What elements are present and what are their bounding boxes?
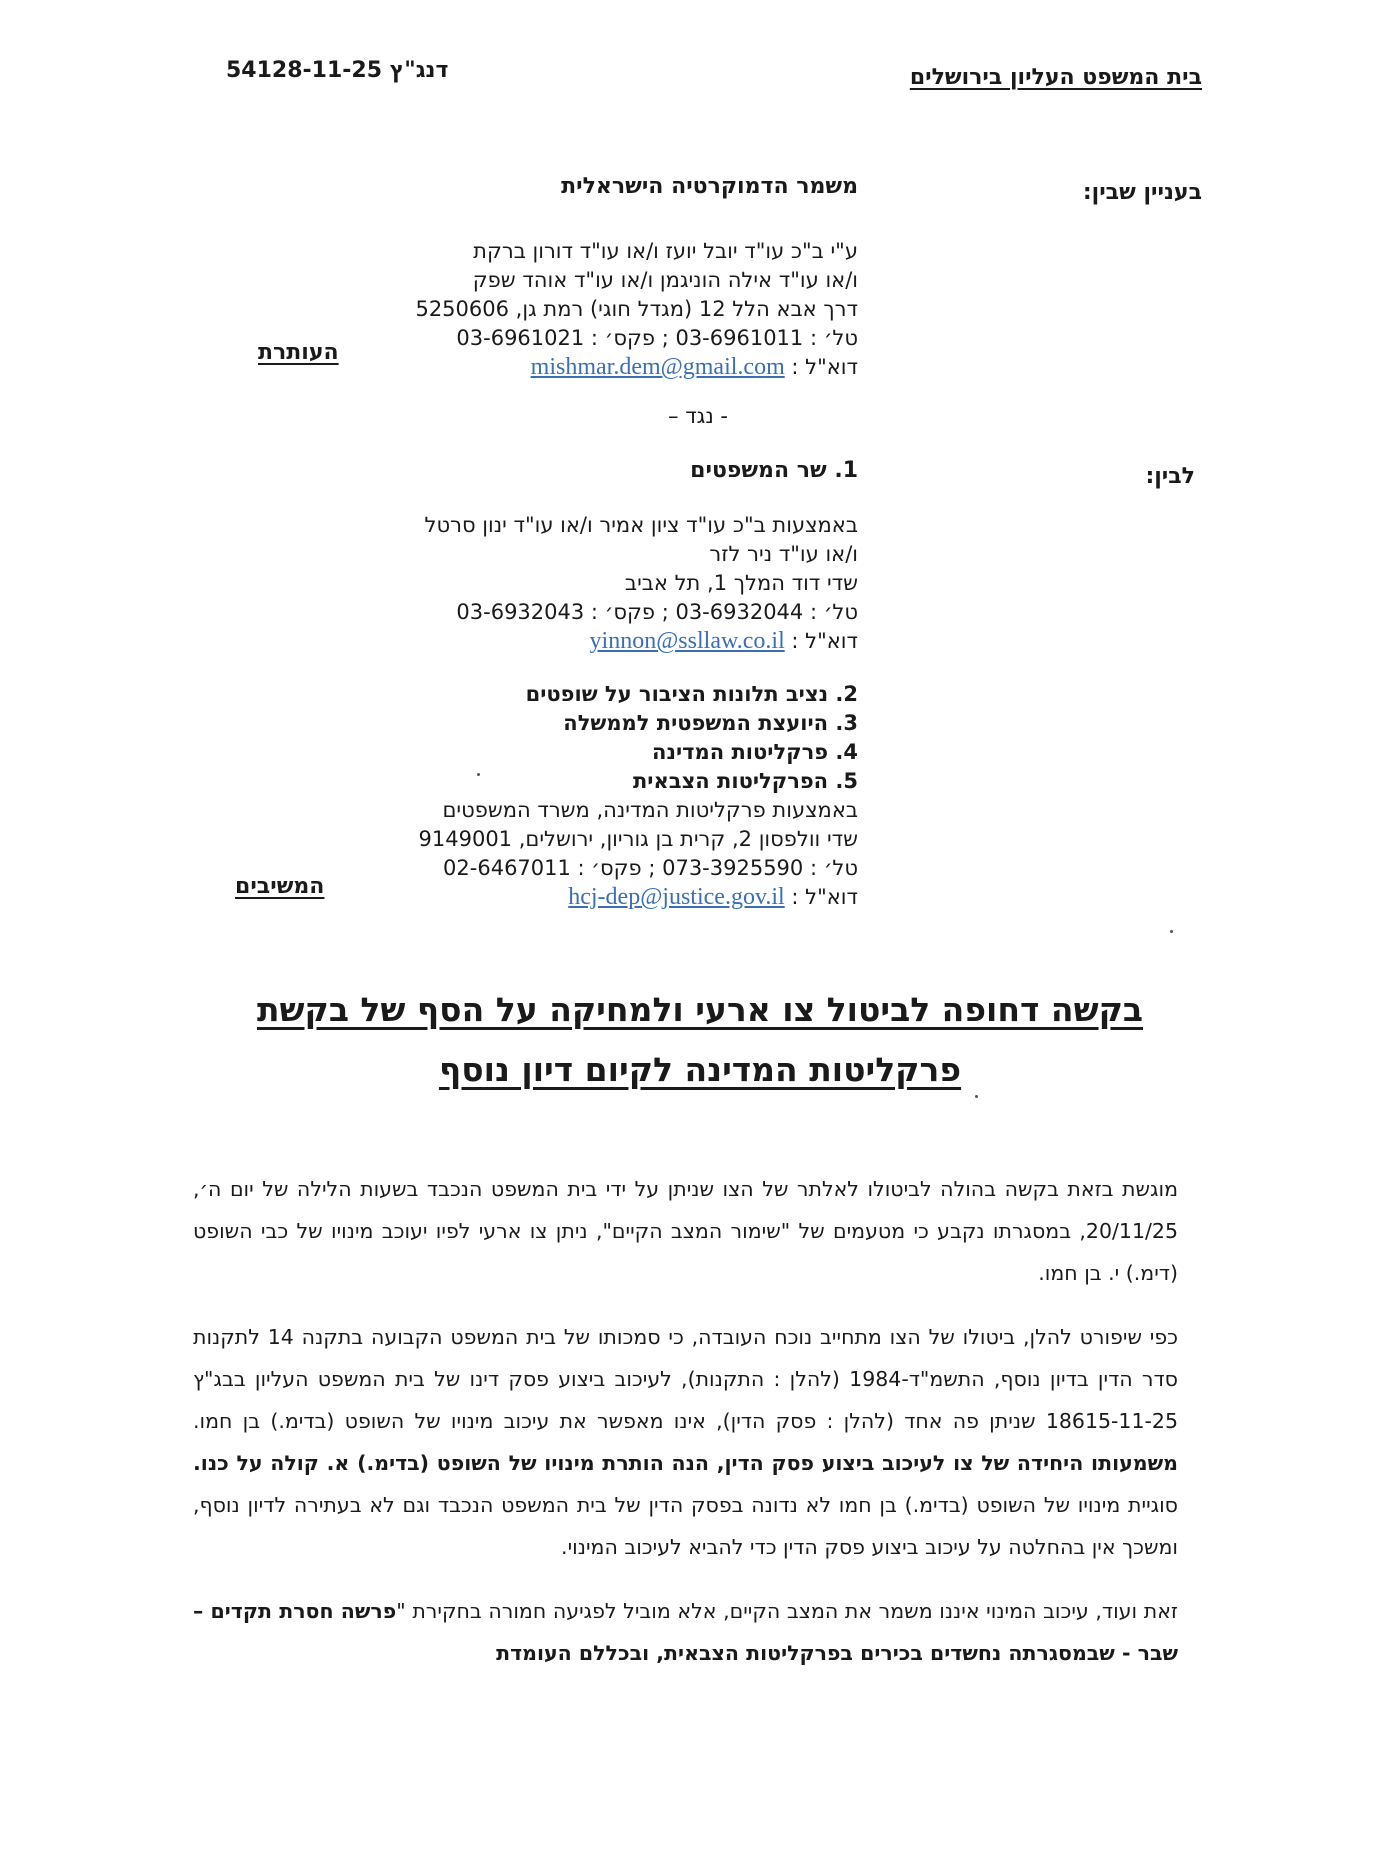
paragraph-2-text-b: סוגיית מינויו של השופט (בדימ.) בן חמו לא נדונה בפסק הדין של בית המשפט הנכבד וגם לא בעתירה לדיון נוסף, ומשכך אין בהחלטה על עיכוב ביצוע פסק הדין כדי להביא לעיכוב המינוי. xyxy=(193,1493,1178,1559)
respondent-3: 3. היועצת המשפטית לממשלה xyxy=(563,711,858,735)
respondent-1-line: טל׳ : 03-6932044 ; פקס׳ : 03-6932043 xyxy=(456,600,858,624)
petitioner-email-row xyxy=(258,353,858,382)
petitioner-line: ע"י ב"כ עו"ד יובל יועז ו/או עו"ד דורון ברקת xyxy=(473,239,858,263)
respondent-4: 4. פרקליטות המדינה xyxy=(652,740,858,764)
petitioner-line: טל׳ : 03-6961011 ; פקס׳ : 03-6961021 xyxy=(456,326,858,350)
respondent-1-line: שדי דוד המלך 1, תל אביב xyxy=(624,571,858,595)
paragraph-1: מוגשת בזאת בקשה בהולה לביטולו לאלתר של הצו שניתן על ידי בית המשפט הנכבד בשעות הלילה של יום ה׳, 20/11/25, במסגרתו נקבע כי מטעמים של "שימור המצב הקיים", ניתן צו ארעי לפיו יעוכב מינויו של כבי השופט (דימ.) י. בן חמו. xyxy=(193,1177,1178,1285)
document-body xyxy=(193,1168,1178,1674)
email-label: דוא"ל : xyxy=(791,629,858,653)
petitioner-email-link[interactable]: mishmar.dem@gmail.com xyxy=(530,354,785,380)
email-label: דוא"ל : xyxy=(791,355,858,379)
paragraph-3-bold: פרשה חסרת תקדים – שבר - שבמסגרתה נחשדים בכירים בפרקליטות הצבאית, ובכללם העומדת xyxy=(193,1599,1178,1665)
paragraph-3-text: זאת ועוד, עיכוב המינוי איננו משמר את המצב הקיים, אלא מוביל לפגיעה חמורה בחקירת " xyxy=(396,1599,1178,1623)
paragraph-2 xyxy=(193,1316,1178,1568)
paragraph-2-bold: משמעותו היחידה של צו לעיכוב ביצוע פסק הדין, הנה הותרת מינויו של השופט (בדימ.) א. קולה על כנו. xyxy=(193,1451,1178,1475)
court-name: בית המשפט העליון בירושלים xyxy=(909,65,1202,90)
petitioner-role-label: העותרת xyxy=(258,340,339,365)
respondent-1-name: 1. שר המשפטים xyxy=(690,458,858,483)
respondent-1-line: ו/או עו"ד ניר לזר xyxy=(709,542,858,566)
respondent-2: 2. נציב תלונות הציבור על שופטים xyxy=(525,682,858,706)
title-line-2: פרקליטות המדינה לקיום דיון נוסף xyxy=(438,1050,962,1089)
between-label: בעניין שבין: xyxy=(1082,180,1202,205)
title-line-1: בקשה דחופה לביטול צו ארעי ולמחיקה על הסף של בקשת xyxy=(256,990,1144,1029)
petitioner-line: דרך אבא הלל 12 (מגדל חוגי) רמת גן, 5250606 xyxy=(415,297,858,321)
respondent-1-email-link[interactable]: yinnon@ssllaw.co.il xyxy=(589,628,785,654)
state-rep-line: באמצעות פרקליטות המדינה, משרד המשפטים xyxy=(442,798,858,822)
document-title xyxy=(230,980,1170,1100)
scan-speck xyxy=(1170,930,1173,933)
paragraph-2-text-a: כפי שיפורט להלן, ביטולו של הצו מתחייב נוכח העובדה, כי סמכותו של בית המשפט הקבועה בתקנה 14 לתקנות סדר הדין בדיון נוסף, התשמ"ד-1984 (להלן : התקנות), לעיכוב ביצוע פסק דינו של בית המשפט העליון בבג"ץ 18615-11-25 שניתן פה אחד (להלן : פסק הדין), אינו מאפשר את עיכוב מינויו של השופט (בדימ.) בן חמו. xyxy=(193,1325,1179,1433)
state-rep-line: שדי וולפסון 2, קרית בן גוריון, ירושלים, 9149001 xyxy=(418,827,858,851)
scan-speck xyxy=(477,773,480,776)
paragraph-3 xyxy=(193,1590,1178,1674)
petitioner-block xyxy=(258,174,858,382)
petitioner-line: ו/או עו"ד אילה הוניגמן ו/או עו"ד אוהד שפק xyxy=(472,268,858,292)
state-rep-line: טל׳ : 073-3925590 ; פקס׳ : 02-6467011 xyxy=(443,856,858,880)
petitioner-name: משמר הדמוקרטיה הישראלית xyxy=(561,174,858,199)
respondents-role-label: המשיבים xyxy=(235,874,325,899)
respondent-1-line: באמצעות ב"כ עו"ד ציון אמיר ו/או עו"ד ינון סרטל xyxy=(424,513,858,537)
respondent-5: 5. הפרקליטות הצבאית xyxy=(632,769,858,793)
state-email-link[interactable]: hcj-dep@justice.gov.il xyxy=(568,884,785,910)
email-label: דוא"ל : xyxy=(791,885,858,909)
versus-label: - נגד – xyxy=(668,404,728,428)
respondent-1-block xyxy=(158,458,858,912)
case-number: דנג"ץ 54128-11-25 xyxy=(226,58,449,83)
respondent-1-email-row xyxy=(158,627,858,656)
and-between-label: לבין: xyxy=(1145,464,1195,489)
